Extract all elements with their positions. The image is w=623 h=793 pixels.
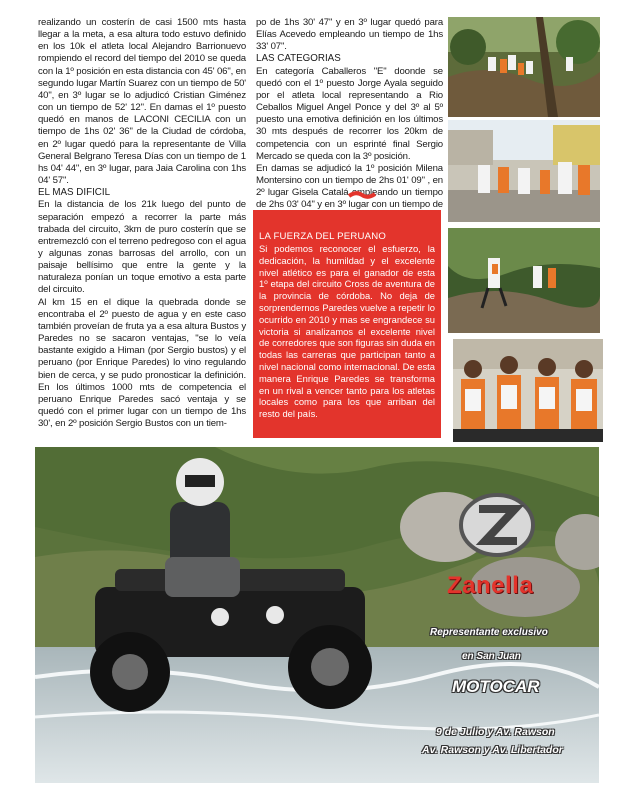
ad-store-name: MOTOCAR bbox=[452, 677, 540, 696]
ad-address-2: Av. Rawson y Av. Libertador bbox=[422, 744, 563, 756]
sidebar-box bbox=[253, 210, 441, 438]
sidebar-body: Si podemos reconocer el esfuerzo, la dedicación, la humildad y el excelente nivel atlético es para el ganador de esta 1º etapa del circuito Cross de aventura de la provincia de córdoba. No deja de sorprendernos Paredes vuelve a repetir lo ocurrido en 2010 y mas se engrandece su victoria si analizamos el excelente nivel de corredores que son figuras sin duda en todas las carreras que participan tanto a nivel nacional como internacional. De esta manera Enrique Paredes se transforma en un rival a vencer tanto para los atletas locales como para los que arriban del resto del país. bbox=[259, 243, 435, 420]
article-paragraph: En categoría Caballeros "E" doonde se quedó con el 1º puesto Jorge Ayala seguido por el atleta local representando a Rio Ceballos Miguel Angel Ponce y del 3º al 5º puesto una emotiva definición en los últimos 30 mts después de recorrer los 20km de competencia con un esprinté final Sergio Mercado se queda con la 3º posición. bbox=[256, 65, 443, 162]
article-paragraph: po de 1hs 30' 47" y en 3º lugar quedó para Elías Acevedo empleando un tiempo de 1hs 33' 07". bbox=[256, 17, 443, 53]
photo-runners-trail bbox=[448, 17, 600, 117]
sidebar-title: LA FUERZA DEL PERUANO bbox=[259, 231, 386, 242]
photo-runners-forest bbox=[448, 228, 600, 333]
ad-line-san-juan: en San Juan bbox=[462, 651, 521, 662]
photo-runners-group bbox=[453, 339, 603, 442]
article-column-left bbox=[38, 17, 246, 430]
ad-line-exclusive: Representante exclusivo bbox=[430, 627, 548, 638]
brand-name: Zanella bbox=[447, 572, 534, 599]
ad-address-1: 9 de Julio y Av. Rawson bbox=[436, 726, 555, 738]
photo-runners-street bbox=[448, 120, 600, 222]
article-paragraph: En damas se adjudicó la 1º posición Milena Montersino con un tiempo de 2hs 01' 09" , en 2º lugar Gisela Catalá empleando un tiempo de 2hs 03' 04" y en 3º lugar con un tiempo de bbox=[256, 162, 443, 211]
section-heading-categorias: LAS CATEGORIAS bbox=[256, 53, 341, 65]
section-heading-mas-dificil: EL MAS DIFICIL bbox=[38, 187, 111, 199]
article-paragraph: realizando un costerín de casi 1500 mts hasta llegar a la meta, a esa altura todo estuvo definido en los 10k el atleta local Alejandro Barrionuevo rompiendo el record del tiempo del 2010 se queda con la 1º posición en esta distancia con 45' 06", en segundo lugar Martín Suarez con un tiempo de 50' 40", en 3º lugar se lo adjudicó Cristian Giménez con un tiempo de 52' 12". En damas el 1º puesto quedó en manos de LACONI CECILIA con un tiempo de 1hs 02' 36" de la Ciudad de córdoba, en 2º lugar quedó para la representante de Villa General Belgrano Teresa Días con un tiempo de 1 hs 04' 44", en 3º lugar, para Jaia Carolina con 1hs 04' 57". bbox=[38, 17, 246, 187]
article-paragraph: En la distancia de los 21k luego del punto de separación empezó a recorrer la parte más trabada del circuito, 3km de puro costerín que se entremezcló con el terreno pedregoso con el agua y algunas zonas barrosas del arrollo, con un paisaje bellísimo que entre la gente y la naturaleza ponían un toque emotivo a esta parte del circuito. bbox=[38, 199, 246, 296]
article-paragraph: Al km 15 en el dique la quebrada donde se encontraba el 2º puesto de agua y en este caso también proveían de fruta ya a esa altura Bustos y Paredes no se sacaron ventajas, "se lo veía bastante exigido a Himan (por Sergio bustos) y el peruano (por Enrique Paredes) lo vino regulando bien de cerca, y se pudo pronosticar la definición. En los últimos 1000 mts de competencia el peruano Enrique Paredes sacó ventaja y se quedó con el primer lugar con un tiempo de 1hs 30', en 2º posición Sergio Bustos con un tiem- bbox=[38, 296, 246, 430]
red-brush-mark bbox=[348, 190, 376, 200]
